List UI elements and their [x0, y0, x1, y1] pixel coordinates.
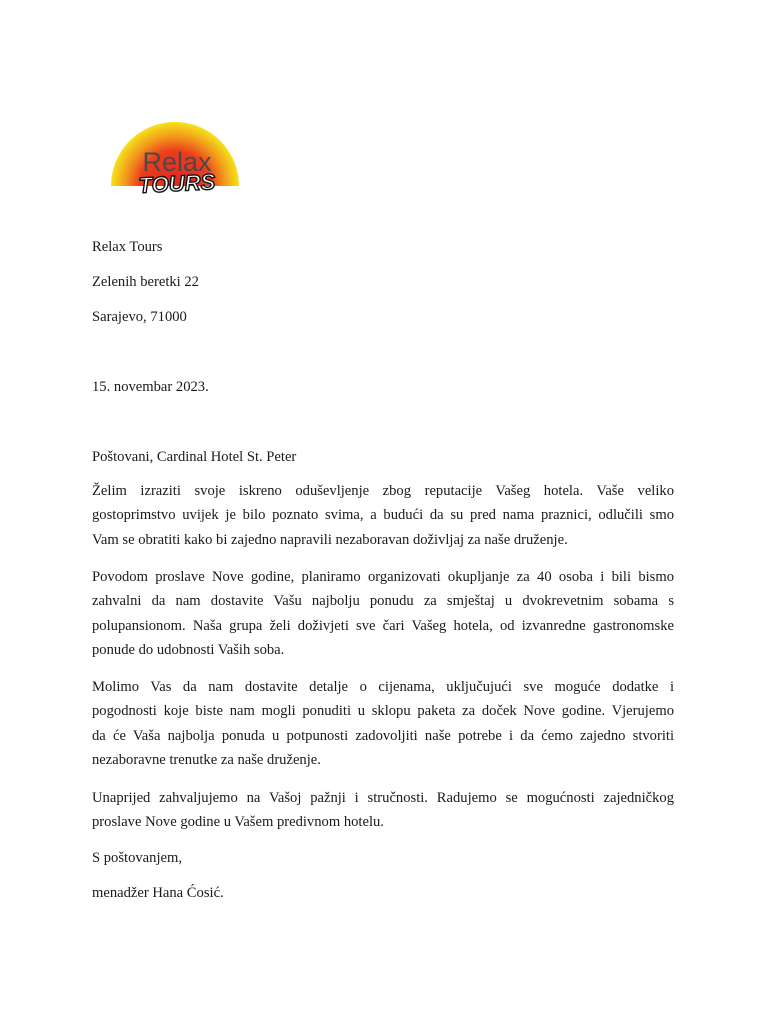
- paragraph-line: proslave Nove godine u Vašem predivnom hotelu.: [92, 814, 384, 831]
- paragraph-line: pogodnosti koje biste nam mogli ponuditi u sklopu paketa za doček Nove godine. Vjerujemo: [92, 703, 674, 720]
- sender-name: Relax Tours: [92, 239, 163, 255]
- paragraph-line: nezaboravne trenutke za naše druženje.: [92, 752, 321, 769]
- logo-word-bottom: TOURS: [137, 169, 216, 198]
- sender-street: Zelenih beretki 22: [92, 274, 199, 290]
- paragraph-line: Želim izraziti svoje iskreno oduševljenje zbog reputacije Vašeg hotela. Vaše veliko: [92, 483, 674, 499]
- body-paragraph-4: [92, 786, 674, 835]
- body-paragraph-1: [92, 479, 674, 552]
- paragraph-line: da će Vaša najbolja ponuda u potpunosti zadovoljiti naše potrebe i da ćemo zajedno stvoriti: [92, 727, 674, 744]
- relax-tours-logo: [107, 88, 243, 218]
- letter-date: 15. novembar 2023.: [92, 379, 209, 395]
- sun-logo-icon: [107, 88, 243, 218]
- paragraph-line: Unaprijed zahvaljujemo na Vašoj pažnji i stručnosti. Radujemo se mogućnosti zajedničkog: [92, 790, 674, 806]
- logo-word-top: Relax: [142, 147, 212, 177]
- closing: S poštovanjem,: [92, 850, 182, 866]
- signature: menadžer Hana Ćosić.: [92, 885, 224, 901]
- paragraph-line: ponude do udobnosti Vaših soba.: [92, 642, 285, 659]
- paragraph-line: Vam se obratiti kako bi zajedno napravili nezaboravan doživljaj za naše druženje.: [92, 531, 568, 548]
- paragraph-line: Povodom proslave Nove godine, planiramo organizovati okupljanje za 40 osoba i bili bismo: [92, 569, 674, 585]
- paragraph-line: Molimo Vas da nam dostavite detalje o cijenama, uključujući sve moguće dodatke i: [92, 679, 674, 695]
- body-paragraph-2: [92, 565, 674, 663]
- paragraph-line: gostoprimstvo uvijek je bilo poznato svima, a budući da su pred nama praznici, odlučili smo: [92, 507, 674, 524]
- sender-city: Sarajevo, 71000: [92, 309, 187, 325]
- paragraph-line: polupansionom. Naša grupa želi doživjeti sve čari Vašeg hotela, od izvanredne gastronomske: [92, 617, 674, 634]
- salutation: Poštovani, Cardinal Hotel St. Peter: [92, 449, 297, 465]
- body-paragraph-3: [92, 675, 674, 773]
- paragraph-line: zahvalni da nam dostavite Vašu najbolju ponudu za smještaj u dvokrevetnim sobama s: [92, 593, 674, 610]
